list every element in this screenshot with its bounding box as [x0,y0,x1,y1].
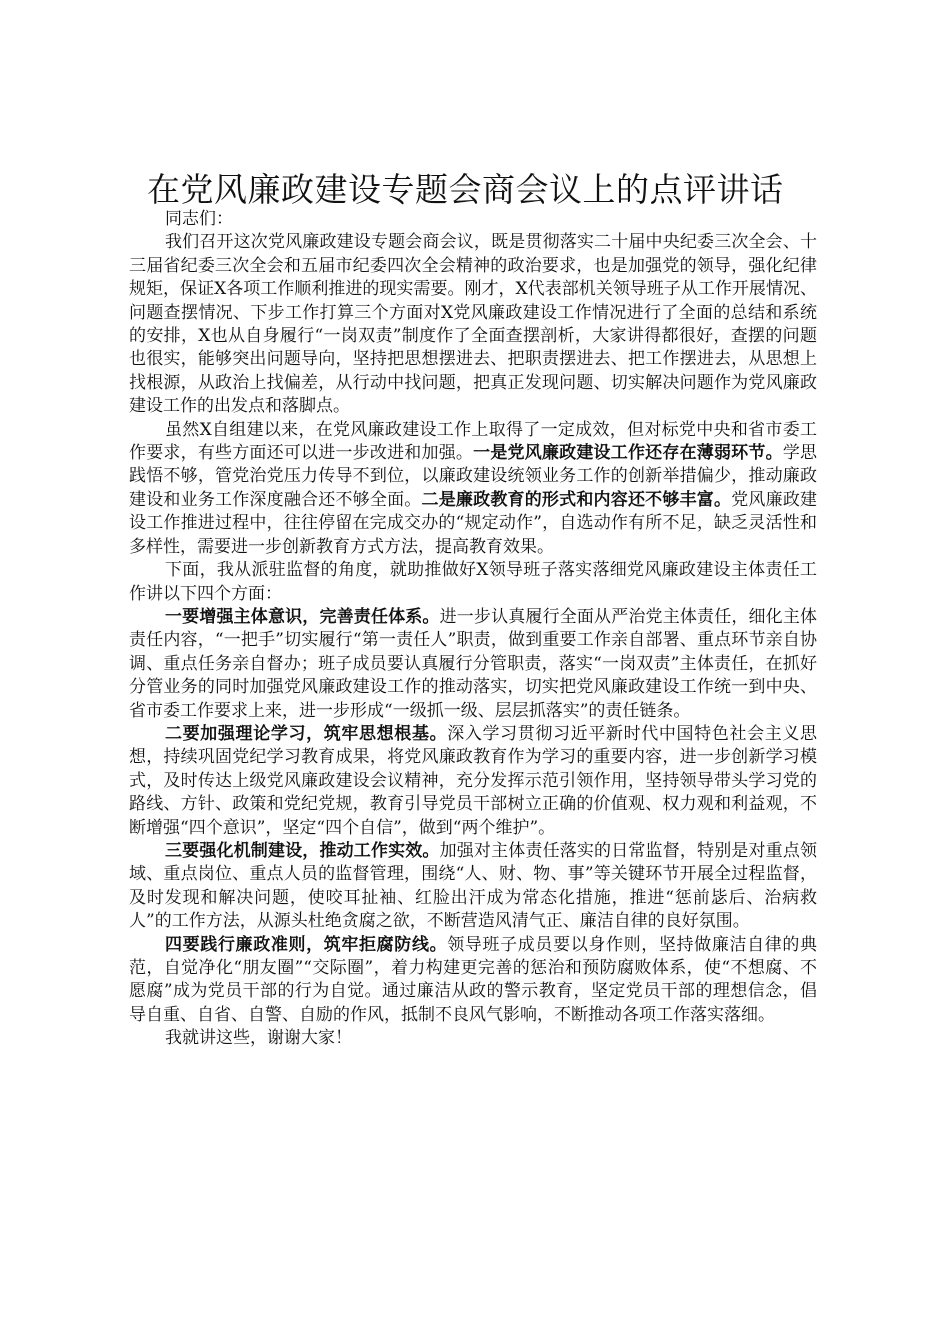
section-paragraph-1 [129,606,817,723]
section-3-heading: 三要强化机制建设，推动工作实效。 [165,840,440,861]
section-3-text: 加强对主体责任落实的日常监督，特别是对重点领域、重点岗位、重点人员的监督管理，围绕“人、财、物、事”等关键环节开展全过程监督，及时发现和解决问题，使咬耳扯袖、红脸出汗成为常态化措施，推进“惩前毖后、治病救人”的工作方法，从源头杜绝贪腐之欲，不断营造风清气正、廉洁自律的良好氛围。 [129,840,817,932]
section-1-text: 进一步认真履行全面从严治党主体责任，细化主体责任内容，“一把手”切实履行“第一责任人”职责，做到重要工作亲自部署、重点环节亲自协调、重点任务亲自督办；班子成员要认真履行分管职责，落实“一岗双责”主体责任，在抓好分管业务的同时加强党风廉政建设工作的推动落实，切实把党风廉政建设工作统一到中央、省市委工作要求上来，进一步形成“一级抓一级、层层抓落实”的责任链条。 [129,606,817,721]
document-page [129,168,817,1051]
section-2-heading: 二要加强理论学习，筑牢思想根基。 [165,723,448,744]
section-4-heading: 四要践行廉政准则，筑牢拒腐防线。 [165,934,448,955]
section-2-text: 深入学习贯彻习近平新时代中国特色社会主义思想，持续巩固党纪学习教育成果，将党风廉政教育作为学习的重要内容，进一步创新学习模式，及时传达上级党风廉政建设会议精神，充分发挥示范引领作用，坚持领导带头学习党的路线、方针、政策和党纪党规，教育引导党员干部树立正确的价值观、权力观和利益观，不断增强“四个意识”，坚定“四个自信”，做到“两个维护”。 [129,723,818,838]
section-1-heading: 一要增强主体意识，完善责任体系。 [165,606,440,627]
problems-paragraph [129,419,817,559]
section-4-text: 领导班子成员要以身作则，坚持做廉洁自律的典范，自觉净化“朋友圈”“交际圈”，着力构建更完善的惩治和预防腐败体系，使“不想腐、不愿腐”成为党员干部的行为自觉。通过廉洁从政的警示教育，坚定党员干部的理想信念，倡导自重、自省、自警、自励的作风，抵制不良风气影响，不断推动各项工作落实落细。 [129,934,818,1025]
problem-2-text: 党风廉政建设工作推进过程中，往往停留在完成交办的“规定动作”，自选动作有所不足，缺乏灵活性和多样性，需要进一步创新教育方式方法，提高教育效果。 [129,489,818,557]
transition-paragraph: 下面，我从派驻监督的角度，就助推做好X领导班子落实落细党风廉政建设主体责任工作讲以下四个方面： [129,560,817,604]
section-paragraph-4 [129,934,817,1028]
intro-paragraph: 我们召开这次党风廉政建设专题会商会议，既是贯彻落实二十届中央纪委三次全会、十三届省纪委三次全会和五届市纪委四次全会精神的政治要求，也是加强党的领导，强化纪律规矩，保证X各项工作顺利推进的现实需要。刚才，X代表部机关领导班子从工作开展情况、问题查摆情况、下步工作打算三个方面对X党风廉政建设工作情况进行了全面的总结和系统的安排，X也从自身履行“一岗双责”制度作了全面查摆剖析，大家讲得都很好，查摆的问题也很实，能够突出问题导向，坚持把思想摆进去、把职责摆进去、把工作摆进去，从思想上找根源，从政治上找偏差，从行动中找问题，把真正发现问题、切实解决问题作为党风廉政建设工作的出发点和落脚点。 [129,232,817,417]
document-title: 在党风廉政建设专题会商会议上的点评讲话 [147,170,784,209]
closing-paragraph: 我就讲这些，谢谢大家！ [165,1028,352,1049]
problem-1-text: 学思践悟不够，管党治党压力传导不到位，以廉政建设统领业务工作的创新举措偏少，推动廉政建设和业务工作深度融合还不够全面。 [129,443,818,510]
section-paragraph-2 [129,723,817,840]
problem-2-heading: 二是廉政教育的形式和内容还不够丰富。 [421,489,732,510]
problems-lead: 虽然X自组建以来，在党风廉政建设工作上取得了一定成效，但对标党中央和省市委工作要求，有些方面还可以进一步改进和加强。 [129,419,817,464]
problem-1-heading: 一是党风廉政建设工作还存在薄弱环节。 [473,443,783,464]
section-paragraph-3 [129,840,817,934]
salutation: 同志们： [165,209,233,229]
